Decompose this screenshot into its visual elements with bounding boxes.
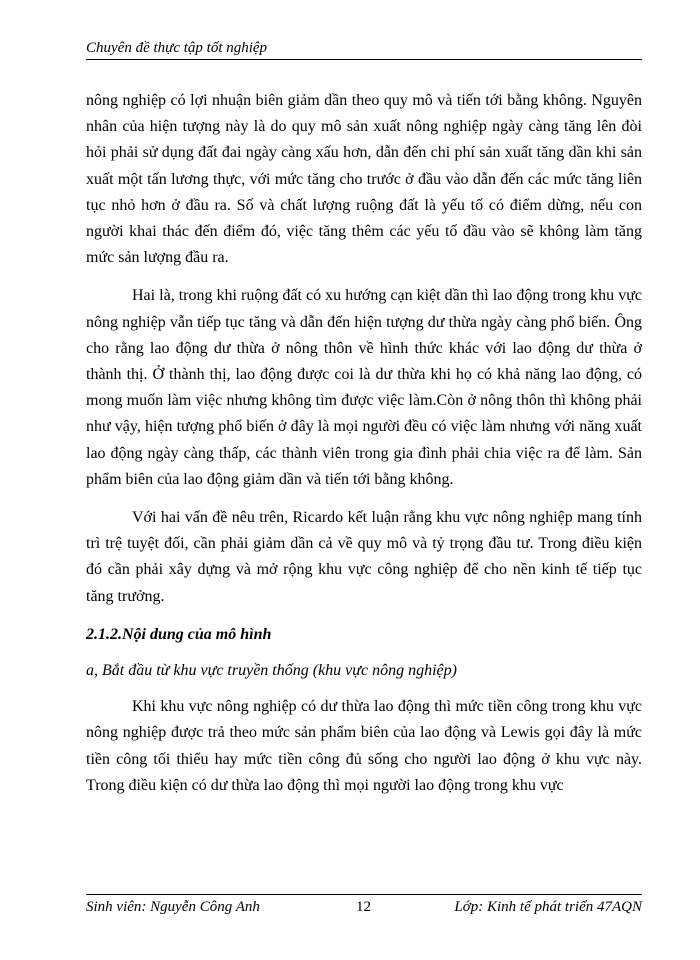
header-title: Chuyên đề thực tập tốt nghiệp	[86, 40, 268, 56]
page-header	[86, 40, 642, 60]
section-heading: 2.1.2.Nội dung của mô hình	[86, 625, 272, 643]
paragraph-2: Hai là, trong khi ruộng đất có xu hướng cạn kiệt dần thì lao động trong khu vực nông nghiệp vẫn tiếp tục tăng và dẫn đến hiện tượng dư thừa ngày càng phổ biến. Ông cho rằng lao động dư thừa ở nông thôn về hình thức khác với lao động dư thừa ở thành thị. Ở thành thị, lao động được coi là dư thừa khi họ có khả năng lao động, có mong muốn làm việc nhưng không tìm được việc làm.Còn ở nông thôn thì không phải như vậy, hiện tượng phổ biến ở đây là mọi người đều có việc làm nhưng với năng xuất lao động ngày càng thấp, các thành viên trong gia đình phải chia việc ra để làm. Sản phẩm biên của lao động giảm dần và tiến tới bằng không.	[86, 287, 642, 488]
page-number: 12	[356, 899, 371, 915]
paragraph-1: nông nghiệp có lợi nhuận biên giảm dần theo quy mô và tiến tới bằng không. Nguyên nhân của hiện tượng này là do quy mô sản xuất nông nghiệp ngày càng tăng lên đòi hỏi phải sử dụng đất đai ngày càng xấu hơn, dẫn đến chi phí sản xuất tăng dần khi sản xuất một tấn lương thực, với mức tăng cho trước ở đầu vào dẫn đến các mức tăng liên tục nhỏ hơn ở đầu ra. Số và chất lượng ruộng đất là yếu tố có điểm dừng, nếu con người khai thác đến điểm đó, việc tăng thêm các yếu tố đầu vào sẽ không làm tăng mức sản lượng đầu ra.	[86, 92, 642, 267]
paragraph-3: Với hai vấn đề nêu trên, Ricardo kết luận rằng khu vực nông nghiệp mang tính trì trệ tuyệt đối, cần phải giảm dần cả về quy mô và tỷ trọng đầu tư. Trong điều kiện đó cần phải xây dựng và mở rộng khu vực công nghiệp để cho nền kinh tế tiếp tục tăng trưởng.	[86, 509, 642, 605]
section-subheading: a, Bắt đầu từ khu vực truyền thống (khu vực nông nghiệp)	[86, 662, 457, 680]
document-body	[86, 88, 642, 811]
paragraph-4: Khi khu vực nông nghiệp có dư thừa lao động thì mức tiền công trong khu vực nông nghiệp được trả theo mức sản phẩm biên của lao động và Lewis gọi đây là mức tiền công tối thiểu hay mức tiền công đủ sống cho người lao động ở khu vực này. Trong điều kiện có dư thừa lao động thì mọi người lao động trong khu vực	[86, 698, 642, 794]
page-footer	[86, 894, 642, 921]
footer-student: Sinh viên: Nguyễn Công Anh	[86, 899, 260, 915]
footer-class: Lớp: Kinh tế phát triển 47AQN	[454, 899, 642, 915]
